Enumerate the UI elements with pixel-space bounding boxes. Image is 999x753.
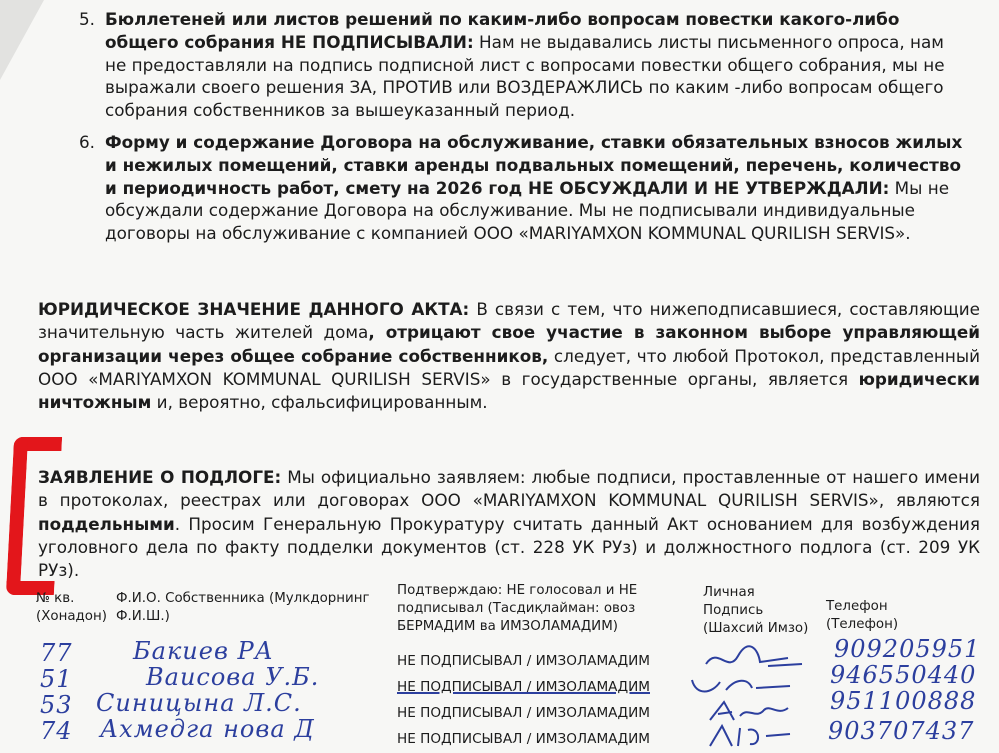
table-row bbox=[36, 715, 999, 750]
paper-corner bbox=[0, 0, 44, 80]
apartment-number: 53 bbox=[40, 691, 73, 719]
phone-number: 903707437 bbox=[828, 717, 975, 745]
list-text bbox=[105, 131, 973, 245]
fraud-heading: ЗАЯВЛЕНИЕ О ПОДЛОГЕ: bbox=[38, 467, 282, 487]
fraud-statement-paragraph bbox=[38, 466, 980, 582]
list-number: 6. bbox=[79, 132, 96, 152]
header-apartment: № кв. (Хонадон) bbox=[36, 591, 107, 624]
apartment-number: 74 bbox=[40, 717, 73, 745]
legal-bold: юридически ничтожным bbox=[38, 368, 980, 413]
apartment-number: 51 bbox=[40, 665, 73, 693]
legal-text: В связи с тем, что нижеподписавшиеся, составляющие значительную часть жителей дома bbox=[38, 299, 980, 343]
not-signed-status: НЕ ПОДПИСЫВАЛ / ИМЗОЛАМАДИМ bbox=[397, 731, 650, 747]
list-bold: Форму и содержание Договора на обслуживание, ставки обязательных взносов жилых и нежилых помещений, ставки аренды подвальных помещений, перечень, количество и периодичность работ, смету на 2026 год НЕ ОБСУЖДАЛИ И НЕ УТВЕРЖДАЛИ: bbox=[105, 132, 963, 198]
list-body: Мы не обсуждали содержание Договора на обслуживание. Мы не подписывали индивидуальные договоры на обслуживание с компанией ООО «MARIYAMXON KOMMUNAL QURILISH SERVIS». bbox=[105, 177, 950, 244]
legal-bold: , отрицают свое участие в законном выборе управляющей организации через общее собрание собственников, bbox=[38, 322, 981, 366]
fraud-text: Мы официально заявляем: любые подписи, проставленные от нашего имени в протоколах, реестрах или договорах ООО «MARIYAMXON KOMMUNAL QURILISH SERVIS», являются bbox=[38, 467, 980, 511]
legal-text: следует, что любой Протокол, представленный ООО «MARIYAMXON KOMMUNAL QURILISH SERVIS» в государственные органы, является bbox=[38, 345, 980, 389]
fraud-bold: поддельными bbox=[38, 513, 175, 534]
list-bold: Бюллетеней или листов решений по каким-либо вопросам повестки какого-либо общего собрания НЕ ПОДПИСЫВАЛИ: bbox=[105, 9, 900, 52]
list-number: 5. bbox=[79, 9, 96, 29]
header-confirm: Подтверждаю: НЕ голосовал и НЕ подписывал (Тасдиқлайман: овоз БЕРМАДИМ ва ИМЗОЛАМАДИМ) bbox=[397, 583, 638, 634]
header-name: Ф.И.О. Собственника (Мулкдорнинг Ф.И.Ш.) bbox=[116, 591, 370, 624]
header-phone: Телефон (Телефон) bbox=[826, 599, 899, 632]
legal-significance-paragraph bbox=[38, 298, 980, 414]
not-signed-status: НЕ ПОДПИСЫВАЛ / ИМЗОЛАМАДИМ bbox=[397, 705, 650, 721]
apartment-number: 77 bbox=[40, 639, 73, 667]
not-signed-status: НЕ ПОДПИСЫВАЛ / ИМЗОЛАМАДИМ bbox=[397, 653, 650, 669]
list-text bbox=[105, 8, 945, 122]
phone-number: 946550440 bbox=[830, 661, 977, 689]
owner-name: Ваисова У.Б. bbox=[146, 663, 320, 691]
not-signed-status: НЕ ПОДПИСЫВАЛ / ИМЗОЛАМАДИМ bbox=[397, 679, 650, 695]
owner-name: Синицына Л.С. bbox=[96, 689, 302, 717]
owner-name: Ахмедга нова Д bbox=[100, 715, 315, 743]
owner-name: Бакиев РА bbox=[133, 637, 274, 665]
legal-text: и, вероятно, сфальсифицированным. bbox=[151, 392, 488, 413]
signature-scribble bbox=[704, 722, 814, 752]
fraud-text: . Просим Генеральную Прокуратуру считать данный Акт основанием для возбуждения уголовного дела по факту подделки документов (ст. 228 УК РУз) и должностного подлога (ст. 209 УК РУз). bbox=[38, 513, 980, 581]
phone-number: 951100888 bbox=[830, 687, 977, 715]
header-signature: Личная Подпись (Шахсий Имзо) bbox=[703, 585, 809, 636]
phone-number: 909205951 bbox=[834, 635, 981, 663]
list-body: Нам не выдавались листы письменного опроса, нам не предоставляли на подпись подписной лист с вопросами повестки общего собрания, мы не выражали своего решения ЗА, ПРОТИВ или ВОЗДЕРАЖЛИСЬ по каким -либо вопросам общего собрания собственников за вышеуказанный период. bbox=[105, 31, 945, 121]
legal-heading: ЮРИДИЧЕСКОЕ ЗНАЧЕНИЕ ДАННОГО АКТА: bbox=[38, 299, 470, 319]
